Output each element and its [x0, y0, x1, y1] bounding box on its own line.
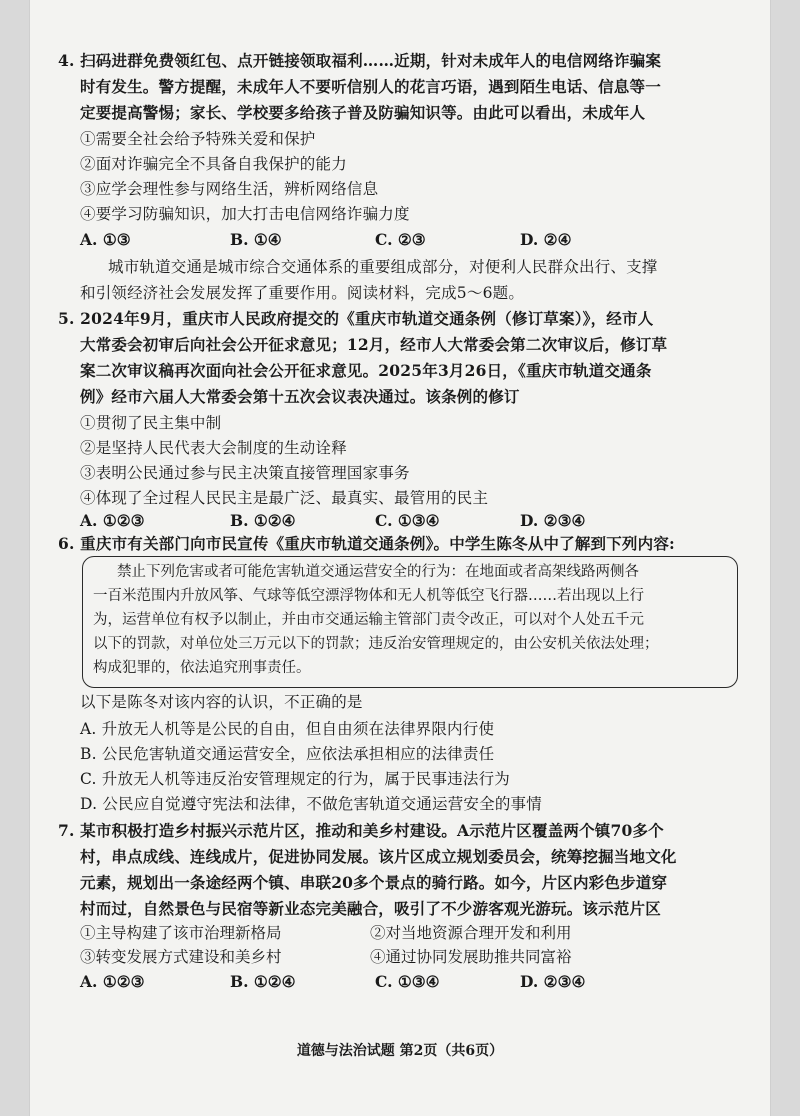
q7-stem-line-2: 村，串点成线、连线成片，促进协同发展。该片区成立规划委员会，统筹挖掘当地文化 — [80, 847, 677, 866]
exam-page — [30, 0, 770, 1116]
q5-choice-d[interactable]: D. ②③④ — [520, 511, 586, 530]
q4-choice-c[interactable]: C. ②③ — [375, 230, 426, 249]
q7-choice-a[interactable]: A. ①②③ — [80, 972, 145, 991]
q4-choice-d[interactable]: D. ②④ — [520, 230, 572, 249]
q6-choice-a[interactable]: A. 升放无人机等是公民的自由，但自由须在法律界限内行使 — [80, 720, 495, 738]
q5-stem-line-4: 例》经市六届人大常委会第十五次会议表决通过。该条例的修订 — [80, 387, 520, 406]
q4-stem-line-3: 定要提高警惕；家长、学校要多给孩子普及防骗知识等。由此可以看出，未成年人 — [80, 103, 646, 122]
q4-item-4: ④要学习防骗知识，加大打击电信网络诈骗力度 — [80, 205, 410, 223]
q6-choice-b[interactable]: B. 公民危害轨道交通运营安全，应依法承担相应的法律责任 — [80, 745, 495, 763]
page-content — [30, 0, 770, 1116]
q6-box-line-2: 一百米范围内升放风筝、气球等低空漂浮物体和无人机等低空飞行器……若出现以上行 — [93, 588, 644, 604]
page-footer: 道德与法治试题 第2页（共6页） — [296, 1043, 504, 1059]
q6-box-line-3: 为，运营单位有权予以制止，并由市交通运输主管部门责令改正，可以对个人处五千元 — [93, 612, 644, 628]
q5-item-4: ④体现了全过程人民民主是最广泛、最真实、最管用的民主 — [80, 489, 489, 507]
q4-choice-b[interactable]: B. ①④ — [230, 230, 282, 249]
q6-choice-c[interactable]: C. 升放无人机等违反治安管理规定的行为，属于民事违法行为 — [80, 770, 510, 788]
q5-choice-c[interactable]: C. ①③④ — [375, 511, 440, 530]
q4-item-2: ②面对诈骗完全不具备自我保护的能力 — [80, 155, 347, 173]
q7-choice-c[interactable]: C. ①③④ — [375, 972, 440, 991]
q7-item-2: ②对当地资源合理开发和利用 — [370, 924, 572, 942]
q7-stem-line-4: 村而过，自然景色与民宿等新业态完美融合，吸引了不少游客观光游玩。该示范片区 — [80, 899, 661, 918]
intro-line-1: 城市轨道交通是城市综合交通体系的重要组成部分，对便利人民群众出行、支撑 — [108, 258, 658, 276]
q6-choice-d[interactable]: D. 公民应自觉遵守宪法和法律，不做危害轨道交通运营安全的事情 — [80, 795, 542, 813]
q5-item-3: ③表明公民通过参与民主决策直接管理国家事务 — [80, 464, 410, 482]
q4-item-1: ①需要全社会给予特殊关爱和保护 — [80, 130, 316, 148]
q7-item-4: ④通过协同发展助推共同富裕 — [370, 948, 572, 966]
q5-stem-line-3: 案二次审议稿再次面向社会公开征求意见。2025年3月26日，《重庆市轨道交通条 — [80, 361, 652, 380]
q5-item-2: ②是坚持人民代表大会制度的生动诠释 — [80, 439, 347, 457]
q4-choice-a[interactable]: A. ①③ — [80, 230, 131, 249]
q5-item-1: ①贯彻了民主集中制 — [80, 414, 222, 432]
q4-stem-line-2: 时有发生。警方提醒，未成年人不要听信别人的花言巧语，遇到陌生电话、信息等一 — [80, 77, 661, 96]
q7-item-3: ③转变发展方式建设和美乡村 — [80, 948, 282, 966]
q5-stem-line-1: 5. 2024年9月，重庆市人民政府提交的《重庆市轨道交通条例（修订草案）》，经市人 — [58, 309, 654, 328]
q5-stem-line-2: 大常委会初审后向社会公开征求意见；12月，经市人大常委会第二次审议后，修订草 — [80, 335, 668, 354]
q6-box-line-4: 以下的罚款，对单位处三万元以下的罚款；违反治安管理规定的，由公安机关依法处理； — [93, 636, 659, 652]
q7-stem-line-3: 元素，规划出一条途经两个镇、串联20多个景点的骑行路。如今，片区内彩色步道穿 — [80, 873, 668, 892]
q7-item-1: ①主导构建了该市治理新格局 — [80, 924, 282, 942]
q6-stem: 6. 重庆市有关部门向市民宣传《重庆市轨道交通条例》。中学生陈冬从中了解到下列内容: — [58, 534, 675, 553]
q7-choice-b[interactable]: B. ①②④ — [230, 972, 296, 991]
q6-box-line-1: 禁止下列危害或者可能危害轨道交通运营安全的行为：在地面或者高架线路两侧各 — [117, 564, 639, 580]
intro-line-2: 和引领经济社会发展发挥了重要作用。阅读材料，完成5～6题。 — [80, 284, 525, 302]
q5-choice-a[interactable]: A. ①②③ — [80, 511, 145, 530]
q5-choice-b[interactable]: B. ①②④ — [230, 511, 296, 530]
q6-material-box — [82, 556, 738, 688]
q4-stem-line-1: 4. 扫码进群免费领红包、点开链接领取福利……近期，针对未成年人的电信网络诈骗案 — [58, 51, 662, 70]
q7-stem-line-1: 7. 某市积极打造乡村振兴示范片区，推动和美乡村建设。A示范片区覆盖两个镇70多个 — [58, 821, 664, 840]
q6-question: 以下是陈冬对该内容的认识，不正确的是 — [80, 693, 363, 711]
q7-choice-d[interactable]: D. ②③④ — [520, 972, 586, 991]
q4-item-3: ③应学会理性参与网络生活，辨析网络信息 — [80, 180, 379, 198]
q6-box-line-5: 构成犯罪的，依法追究刑事责任。 — [93, 660, 311, 676]
